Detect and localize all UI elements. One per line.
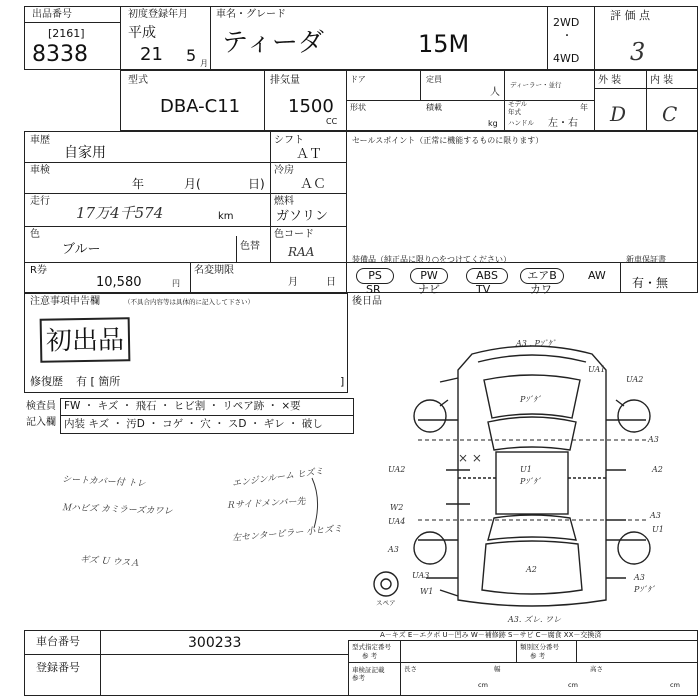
- equip-aw: AW: [588, 269, 606, 282]
- inspection-year: 年: [132, 177, 145, 191]
- score-value: 3: [630, 38, 646, 66]
- mark-a3-r1: A3: [648, 435, 659, 444]
- width-label: 幅: [494, 665, 501, 673]
- color-value: ブルー: [62, 242, 101, 257]
- ac-value: ＡＣ: [300, 177, 327, 192]
- mark-ua1: UA1: [588, 365, 606, 374]
- car-name-label: 車名・グレード: [216, 9, 286, 20]
- first-listing-text: 初出品: [45, 325, 125, 357]
- guarantee-label: 新車保証書: [626, 255, 666, 264]
- deadline-month: 月: [288, 277, 298, 288]
- grade: 15M: [418, 30, 470, 58]
- mark-bottom: A3. ズレ. ワレ: [508, 615, 562, 624]
- fuel-label: 燃料: [274, 196, 294, 207]
- disp-value: 1500: [288, 96, 334, 117]
- note-line-1: シートカバー付 トレ: [61, 474, 146, 490]
- equip-pw: PW: [410, 268, 448, 284]
- header-frame: [24, 6, 698, 70]
- color-change-label: 色替: [240, 241, 260, 252]
- equip-leather: カワ: [530, 283, 552, 296]
- mark-a2-trunk: A2: [526, 565, 537, 574]
- mark-w1: W1: [420, 587, 434, 596]
- damage-legend: A－キズ E－エクボ U－凹み W－補修跡 S－サビ C－腐食 XX－交換済: [380, 631, 602, 639]
- length-label: 長さ: [404, 665, 417, 673]
- inspection-label: 車検: [30, 165, 50, 176]
- exterior-grade: D: [610, 102, 627, 126]
- exterior-label: 外 装: [598, 75, 622, 86]
- drive-2wd: 2WD: [553, 16, 580, 29]
- mileage-label: 走行: [30, 196, 50, 207]
- history-value: 自家用: [64, 145, 106, 161]
- mark-a3-rr: A3: [634, 573, 645, 582]
- mark-roof-u1: U1: [520, 465, 532, 474]
- height-cm: cm: [670, 681, 680, 689]
- history-label: 車歴: [30, 135, 50, 146]
- repair-close: ]: [340, 375, 345, 388]
- type-designation-label: 型式指定番号: [352, 643, 391, 651]
- equip-abs: ABS: [466, 268, 508, 284]
- type-label: 型式: [128, 75, 148, 86]
- mark-w2: W2: [390, 503, 404, 512]
- equip-airbag: エアB: [520, 268, 564, 284]
- handle-value: 左・右: [548, 118, 578, 129]
- model-year-label: モデル 年式: [508, 100, 528, 116]
- equip-navi: ナビ: [418, 283, 440, 296]
- handle-label: ハンドル: [508, 119, 534, 127]
- mark-roof-p: Pｿﾞｹﾞ: [520, 477, 542, 486]
- mark-hood: Pｿﾞｹﾞ: [520, 395, 542, 404]
- inspector-label-2: 記入欄: [26, 417, 56, 428]
- load-label: 積載: [426, 103, 442, 112]
- equip-sr: SR: [366, 283, 381, 296]
- later-label: 後日品: [352, 296, 382, 307]
- mark-a3-r2: A3: [650, 511, 661, 520]
- shift-value: ＡＴ: [296, 147, 323, 162]
- inspector-row-1: FW ・ キズ ・ 飛石 ・ ヒビ割 ・ リペア跡 ・ ×要: [64, 400, 301, 412]
- color-code-value: RAA: [288, 245, 315, 259]
- dealer-label: ディーラー・並行: [510, 81, 562, 89]
- color-code-label: 色コード: [274, 229, 314, 240]
- type-value: DBA-C11: [160, 96, 241, 117]
- load-unit: kg: [488, 119, 498, 128]
- repair-value: 有 [ 箇所: [76, 375, 121, 388]
- model-year-unit: 年: [580, 103, 588, 112]
- width-cm: cm: [568, 681, 578, 689]
- size-label: 車検証記載 参考: [352, 666, 385, 682]
- drive-4wd: 4WD: [553, 52, 580, 65]
- equip-ps: PS: [356, 268, 394, 284]
- first-reg-label: 初度登録年月: [128, 9, 188, 20]
- repair-label: 修復歴: [30, 375, 63, 388]
- inspector-row-2: 内装 キズ ・ 汚D ・ コゲ ・ 穴 ・ スD ・ ギレ ・ 破し: [64, 418, 323, 430]
- deadline-day: 日: [326, 277, 336, 288]
- era: 平成: [128, 25, 156, 41]
- capacity-label: 定員: [426, 75, 442, 84]
- category-label: 類別区分番号: [520, 643, 559, 651]
- note-line-2: Ｍハビズ カミラーズカワレ: [61, 503, 173, 517]
- lot-number: 8338: [32, 42, 88, 67]
- mark-ua4: UA4: [388, 517, 406, 526]
- inspection-day: 日): [248, 177, 265, 191]
- recycle-value: 10,580: [96, 275, 142, 290]
- mark-top: A3 . Pｿﾞｹﾞ: [516, 339, 556, 348]
- color-label: 色: [30, 229, 40, 240]
- equip-tv: TV: [476, 283, 491, 296]
- car-name: ティーダ: [222, 28, 324, 58]
- first-listing-stamp: [40, 317, 131, 363]
- note-line-5: Ｒサイドメンバー先: [225, 496, 306, 512]
- type-designation-sub: 参 考: [362, 652, 378, 660]
- equipment-label: 装備品（純正品に限り○をつけてください）: [352, 255, 511, 264]
- note-line-6: 左センターピラー 小ヒズミ: [231, 524, 343, 544]
- mark-ua2-right: UA2: [626, 375, 644, 384]
- fuel-value: ガソリン: [276, 209, 329, 224]
- mark-a3-left: A3: [388, 545, 399, 554]
- reg-month: 5: [186, 46, 197, 65]
- capacity-unit: 人: [490, 87, 500, 98]
- recycle-unit: 円: [172, 279, 180, 288]
- category-sub: 参 考: [530, 652, 546, 660]
- mark-spare: スペア: [376, 599, 396, 607]
- lot-label: 出品番号: [32, 9, 72, 20]
- sales-point-label: セールスポイント（正常に機能するものに限ります）: [352, 136, 544, 145]
- mileage-unit: km: [218, 211, 234, 222]
- mark-xx: × ×: [458, 451, 482, 465]
- door-label: ドア: [350, 75, 366, 84]
- recycle-label: R券: [30, 265, 47, 276]
- disp-unit: CC: [326, 117, 338, 126]
- interior-label: 内 装: [650, 75, 674, 86]
- mark-ua2-left: UA2: [388, 465, 406, 474]
- length-cm: cm: [478, 681, 488, 689]
- mark-p-rr: Pｿﾞｹﾞ: [634, 585, 656, 594]
- caution-sub: （不具合内容等は具体的に記入して下さい）: [124, 298, 254, 306]
- note-line-3: ギズ Ｕ ウスＡ: [79, 554, 140, 570]
- inspection-month: 月(: [184, 177, 201, 191]
- reg-no-label: 登録番号: [36, 661, 80, 674]
- mileage-value: 17万4千574: [76, 204, 164, 222]
- mark-a2-r: A2: [652, 465, 663, 474]
- reg-year: 21: [140, 44, 163, 65]
- mark-ua3: UA3: [412, 571, 430, 580]
- lot-sub: [2161]: [48, 27, 85, 40]
- shift-label: シフト: [274, 135, 304, 146]
- caution-label: 注意事項申告欄: [30, 296, 100, 307]
- shape-label: 形状: [350, 103, 366, 112]
- note-line-4: エンジンルーム ヒズミ: [231, 466, 325, 490]
- mark-u1-r: U1: [652, 525, 664, 534]
- drive-sep: ・: [562, 31, 572, 42]
- score-label: 評 価 点: [610, 9, 650, 22]
- vehicle-no-label: 車台番号: [36, 635, 80, 648]
- height-label: 高さ: [590, 665, 603, 673]
- interior-grade: C: [662, 102, 678, 126]
- deadline-label: 名変期限: [194, 265, 234, 276]
- guarantee-value: 有・無: [632, 276, 669, 290]
- ac-label: 冷房: [274, 165, 294, 176]
- disp-label: 排気量: [270, 75, 300, 86]
- reg-month-unit: 月: [200, 59, 208, 68]
- inspector-label-1: 検査員: [26, 401, 56, 412]
- vehicle-no-value: 300233: [188, 635, 242, 651]
